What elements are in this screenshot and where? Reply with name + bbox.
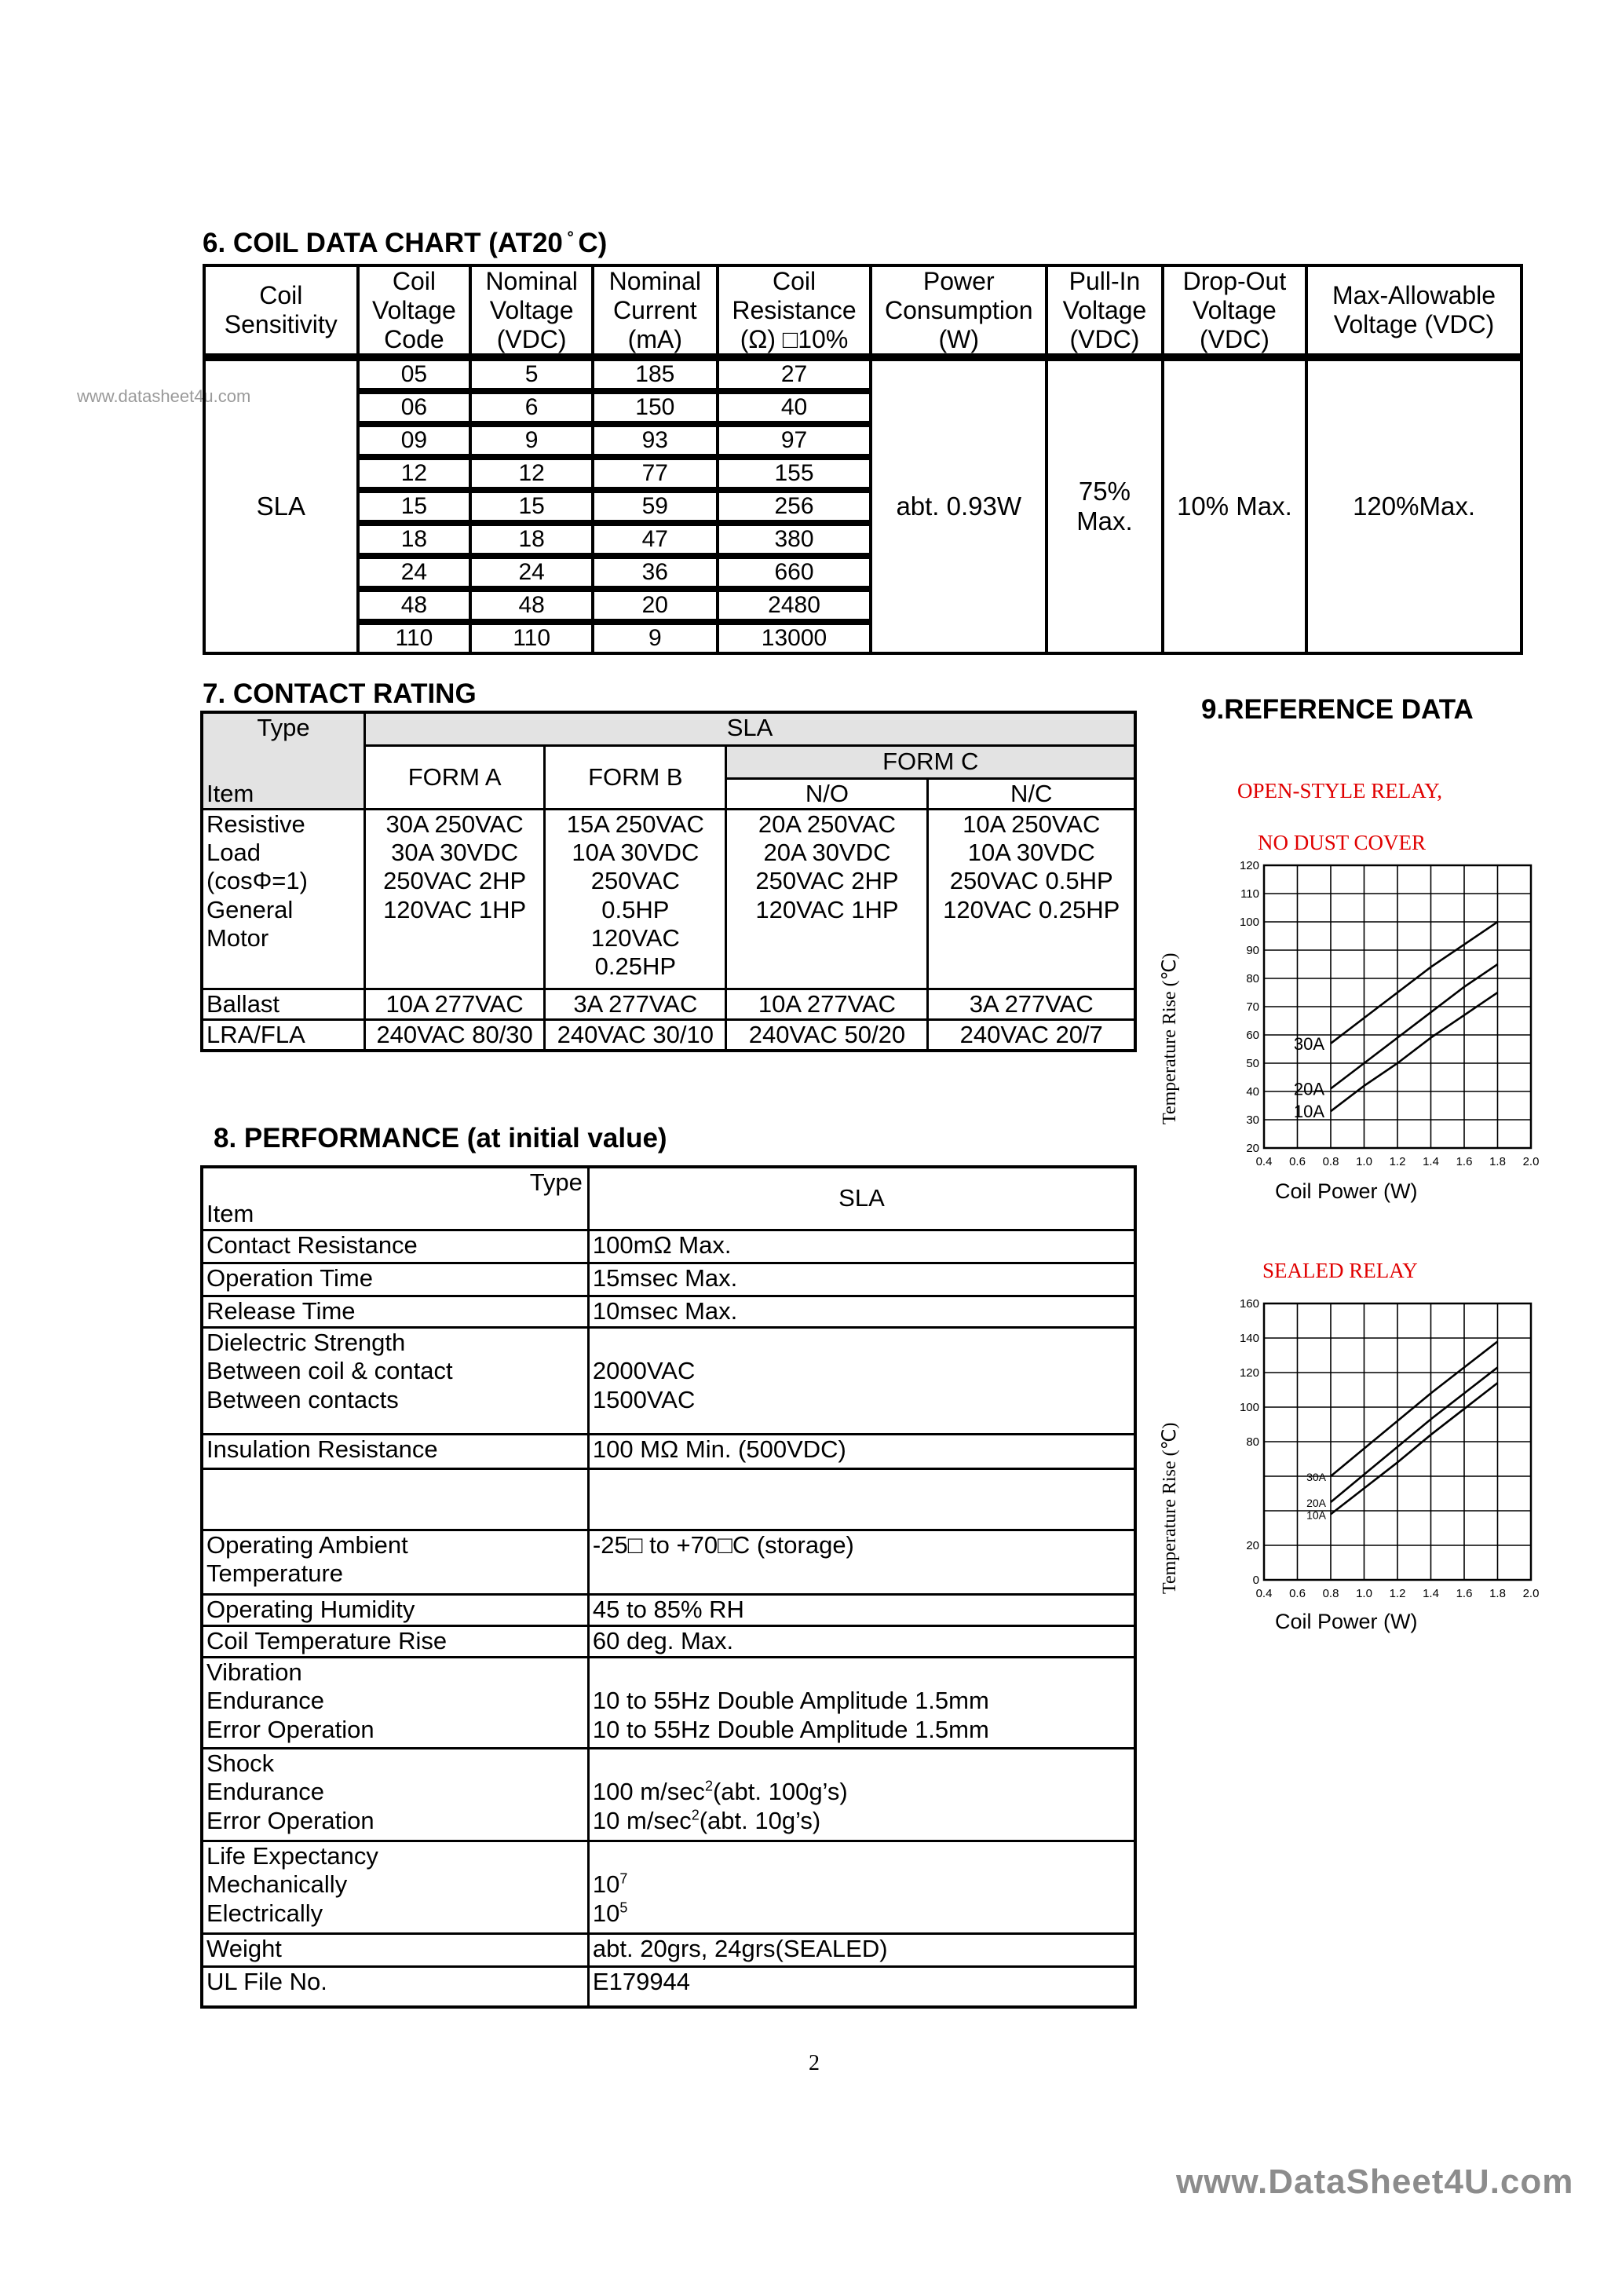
series-label-20A: 20A [1306, 1497, 1326, 1509]
chart2-ylabel: Temperature Rise (℃) [1160, 1422, 1180, 1594]
section8-title: 8. PERFORMANCE (at initial value) [214, 1123, 667, 1153]
lra-form-a: 240VAC 80/30 [365, 1020, 545, 1051]
perf-item: Coil Temperature Rise [202, 1625, 588, 1657]
coil-resistance: 155 [718, 457, 871, 490]
coil-code: 24 [358, 556, 471, 589]
x-tick-label: 0.8 [1322, 1587, 1339, 1600]
drop-out-value: 10% Max. [1163, 357, 1306, 653]
header-pull-in-voltage: Pull-In Voltage (VDC) [1047, 265, 1163, 357]
perf-item: Operating Ambient Temperature [202, 1530, 588, 1594]
coil-current: 20 [593, 589, 718, 622]
coil-resistance: 380 [718, 523, 871, 556]
coil-code: 06 [358, 391, 471, 424]
coil-current: 77 [593, 457, 718, 490]
shock-item: Shock Endurance Error Operation [202, 1748, 588, 1841]
perf-value: 10msec Max. [588, 1296, 1135, 1327]
shock-endurance-b: (abt. 100g’s) [712, 1778, 848, 1806]
x-tick-label: 1.8 [1489, 1587, 1506, 1600]
perf-item: Release Time [202, 1296, 588, 1327]
ul-item: UL File No. [202, 1966, 588, 2007]
life-base: 10 [592, 1870, 620, 1899]
perf-value: 45 to 85% RH [588, 1594, 1135, 1625]
watermark-bottom: www.DataSheet4U.com [1176, 2163, 1574, 2201]
x-tick-label: 1.8 [1489, 1155, 1506, 1168]
coil-resistance: 2480 [718, 589, 871, 622]
lra-form-c-no: 240VAC 50/20 [726, 1020, 928, 1051]
coil-voltage: 12 [470, 457, 593, 490]
resistive-form-b: 15A 250VAC 10A 30VDC 250VAC 0.5HP 120VAC 0.25HP [545, 809, 726, 989]
series-line-10A [1331, 1383, 1498, 1514]
perf-item: Dielectric Strength Between coil & contact Between contacts [202, 1327, 588, 1434]
weight-item: Weight [202, 1933, 588, 1966]
y-tick-label: 20 [1246, 1539, 1259, 1552]
y-tick-label: 110 [1240, 887, 1259, 901]
life-base: 10 [592, 1899, 620, 1928]
form-c-header: FORM C [726, 745, 1135, 778]
chart2-title: SEALED RELAY [1262, 1259, 1418, 1282]
perf-item: Insulation Resistance [202, 1434, 588, 1468]
coil-voltage: 110 [470, 622, 593, 653]
perf-item: Operating Humidity [202, 1594, 588, 1625]
x-tick-label: 1.4 [1423, 1155, 1439, 1168]
perf-item: Contact Resistance [202, 1230, 588, 1263]
form-c-nc-header: N/C [928, 778, 1135, 809]
power-consumption-value: abt. 0.93W [871, 357, 1047, 653]
resistive-form-c-no: 20A 250VAC 20A 30VDC 250VAC 2HP 120VAC 1HP [726, 809, 928, 989]
y-tick-label: 30 [1246, 1113, 1259, 1127]
y-tick-label: 80 [1246, 1435, 1259, 1449]
header-nominal-voltage: Nominal Voltage (VDC) [470, 265, 593, 357]
form-a-header: FORM A [365, 745, 545, 809]
life-item: Life Expectancy Mechanically Electrically [202, 1841, 588, 1933]
x-tick-label: 1.4 [1423, 1587, 1439, 1600]
y-tick-label: 120 [1239, 859, 1259, 872]
y-tick-label: 90 [1246, 944, 1259, 957]
header-max-allowable-voltage: Max-Allowable Voltage (VDC) [1306, 265, 1522, 357]
x-tick-label: 0.8 [1322, 1155, 1339, 1168]
x-tick-label: 1.0 [1356, 1587, 1372, 1600]
form-b-header: FORM B [545, 745, 726, 809]
pull-in-value: 75% Max. [1047, 357, 1163, 653]
type-label: Type [529, 1168, 583, 1196]
sup-2: 2 [704, 1779, 713, 1795]
x-tick-label: 0.6 [1289, 1155, 1306, 1168]
series-label-10A: 10A [1293, 1102, 1324, 1122]
x-tick-label: 0.4 [1255, 1155, 1273, 1168]
coil-current: 59 [593, 490, 718, 523]
shock-value [588, 1748, 1135, 1841]
perf-value: 2000VAC 1500VAC [588, 1327, 1135, 1434]
coil-current: 47 [593, 523, 718, 556]
x-tick-label: 2.0 [1522, 1155, 1539, 1168]
header-drop-out-voltage: Drop-Out Voltage (VDC) [1163, 265, 1306, 357]
coil-voltage: 9 [470, 424, 593, 457]
series-line-30A [1331, 1341, 1498, 1476]
resistive-form-c-nc: 10A 250VAC 10A 30VDC 250VAC 0.5HP 120VAC 0.25HP [928, 809, 1135, 989]
item-label: Item [202, 745, 365, 809]
x-tick-label: 1.0 [1356, 1155, 1372, 1168]
type-item-cell [202, 1167, 588, 1230]
series-label-30A: 30A [1293, 1033, 1324, 1054]
ballast-label: Ballast [202, 989, 365, 1019]
coil-code: 09 [358, 424, 471, 457]
series-line-20A [1331, 964, 1498, 1088]
resistive-label: Resistive Load (cosΦ=1) General Motor [202, 809, 365, 989]
page-number: 2 [809, 2051, 820, 2075]
chart1-subtitle: NO DUST COVER [1258, 831, 1427, 854]
y-tick-label: 80 [1246, 972, 1259, 985]
lra-form-c-nc: 240VAC 20/7 [928, 1020, 1135, 1051]
coil-voltage: 24 [470, 556, 593, 589]
x-tick-label: 1.6 [1456, 1587, 1473, 1600]
chart1-title: OPEN-STYLE RELAY, [1237, 779, 1443, 803]
header-power-consumption: Power Consumption (W) [871, 265, 1047, 357]
x-tick-label: 1.2 [1389, 1155, 1406, 1168]
ballast-form-c-no: 10A 277VAC [726, 989, 928, 1019]
form-c-no-header: N/O [726, 778, 928, 809]
chart-sealed [1209, 1296, 1539, 1610]
sup-2: 2 [691, 1807, 700, 1823]
type-label: Type [202, 712, 365, 745]
ballast-form-c-nc: 3A 277VAC [928, 989, 1135, 1019]
perf-value: 100mΩ Max. [588, 1230, 1135, 1263]
section9-title: 9.REFERENCE DATA [1201, 694, 1474, 725]
chart2-xlabel: Coil Power (W) [1275, 1610, 1418, 1633]
coil-code: 05 [358, 357, 471, 391]
y-tick-label: 120 [1239, 1366, 1259, 1380]
resistive-form-a: 30A 250VAC 30A 30VDC 250VAC 2HP 120VAC 1HP [365, 809, 545, 989]
header-coil-sensitivity: Coil Sensitivity [204, 265, 358, 357]
series-label-10A: 10A [1306, 1508, 1326, 1522]
coil-code: 110 [358, 622, 471, 653]
coil-voltage: 48 [470, 589, 593, 622]
header-coil-resistance: Coil Resistance (Ω) □10% [718, 265, 871, 357]
y-tick-label: 40 [1246, 1085, 1259, 1099]
x-tick-label: 2.0 [1522, 1587, 1539, 1600]
chart-grid [1264, 1303, 1531, 1580]
coil-resistance: 27 [718, 357, 871, 391]
series-label-20A: 20A [1293, 1079, 1324, 1099]
watermark-top: www.datasheet4u.com [77, 386, 251, 406]
coil-voltage: 18 [470, 523, 593, 556]
lra-label: LRA/FLA [202, 1020, 365, 1051]
series-line-10A [1331, 993, 1498, 1111]
coil-data-table [203, 264, 1523, 655]
coil-resistance: 256 [718, 490, 871, 523]
coil-voltage: 5 [470, 357, 593, 391]
coil-resistance: 660 [718, 556, 871, 589]
y-tick-label: 160 [1239, 1297, 1259, 1311]
coil-current: 93 [593, 424, 718, 457]
section7-title: 7. CONTACT RATING [203, 678, 477, 709]
x-tick-label: 1.6 [1456, 1155, 1473, 1168]
coil-resistance: 13000 [718, 622, 871, 653]
coil-current: 9 [593, 622, 718, 653]
y-tick-label: 60 [1246, 1029, 1259, 1042]
perf-item [202, 1468, 588, 1530]
y-tick-label: 100 [1239, 916, 1259, 929]
perf-item: Operation Time [202, 1263, 588, 1296]
ballast-form-a: 10A 277VAC [365, 989, 545, 1019]
perf-value: -25□ to +70□C (storage) [588, 1530, 1135, 1594]
coil-sensitivity-value: SLA [204, 357, 358, 653]
performance-table [200, 1165, 1137, 2009]
lra-form-b: 240VAC 30/10 [545, 1020, 726, 1051]
header-coil-voltage-code: Coil Voltage Code [358, 265, 471, 357]
y-tick-label: 0 [1252, 1574, 1259, 1587]
ballast-form-b: 3A 277VAC [545, 989, 726, 1019]
x-tick-label: 0.4 [1255, 1587, 1273, 1600]
series-label-30A: 30A [1306, 1471, 1326, 1483]
perf-value: 100 MΩ Min. (500VDC) [588, 1434, 1135, 1468]
contact-rating-table [200, 711, 1137, 1052]
coil-current: 150 [593, 391, 718, 424]
item-label: Item [206, 1199, 254, 1227]
y-tick-label: 70 [1246, 1000, 1259, 1014]
header-nominal-current: Nominal Current (mA) [593, 265, 718, 357]
perf-value: 60 deg. Max. [588, 1625, 1135, 1657]
perf-value [588, 1468, 1135, 1530]
chart1-xlabel: Coil Power (W) [1275, 1179, 1418, 1203]
coil-code: 18 [358, 523, 471, 556]
y-tick-label: 50 [1246, 1057, 1259, 1070]
x-tick-label: 0.6 [1289, 1587, 1306, 1600]
coil-code: 15 [358, 490, 471, 523]
max-allowable-value: 120%Max. [1306, 357, 1522, 653]
section6-title: 6. COIL DATA CHART (AT20 ̊ C) [203, 228, 608, 258]
shock-endurance-a: 100 m/sec [592, 1778, 705, 1806]
sla-header: SLA [588, 1167, 1135, 1230]
life-exp-elec: 5 [619, 1899, 628, 1916]
y-tick-label: 20 [1246, 1142, 1259, 1155]
y-tick-label: 140 [1239, 1332, 1259, 1345]
shock-error-a: 10 m/sec [592, 1807, 692, 1835]
ul-value: E179944 [588, 1966, 1135, 2007]
coil-voltage: 15 [470, 490, 593, 523]
life-value [588, 1841, 1135, 1933]
y-tick-label: 100 [1239, 1401, 1259, 1414]
coil-code: 12 [358, 457, 471, 490]
coil-resistance: 40 [718, 391, 871, 424]
shock-error-b: (abt. 10g’s) [699, 1807, 821, 1835]
series-line-20A [1331, 1367, 1498, 1502]
perf-value: 15msec Max. [588, 1263, 1135, 1296]
perf-value: 10 to 55Hz Double Amplitude 1.5mm 10 to 55Hz Double Amplitude 1.5mm [588, 1657, 1135, 1748]
sla-header: SLA [365, 712, 1136, 745]
chart1-ylabel: Temperature Rise (℃) [1160, 952, 1180, 1124]
life-exp-mech: 7 [619, 1871, 628, 1888]
perf-item: Vibration Endurance Error Operation [202, 1657, 588, 1748]
coil-current: 36 [593, 556, 718, 589]
coil-current: 185 [593, 357, 718, 391]
coil-voltage: 6 [470, 391, 593, 424]
chart-open-style [1209, 856, 1539, 1178]
x-tick-label: 1.2 [1389, 1587, 1406, 1600]
coil-resistance: 97 [718, 424, 871, 457]
coil-code: 48 [358, 589, 471, 622]
weight-value: abt. 20grs, 24grs(SEALED) [588, 1933, 1135, 1966]
